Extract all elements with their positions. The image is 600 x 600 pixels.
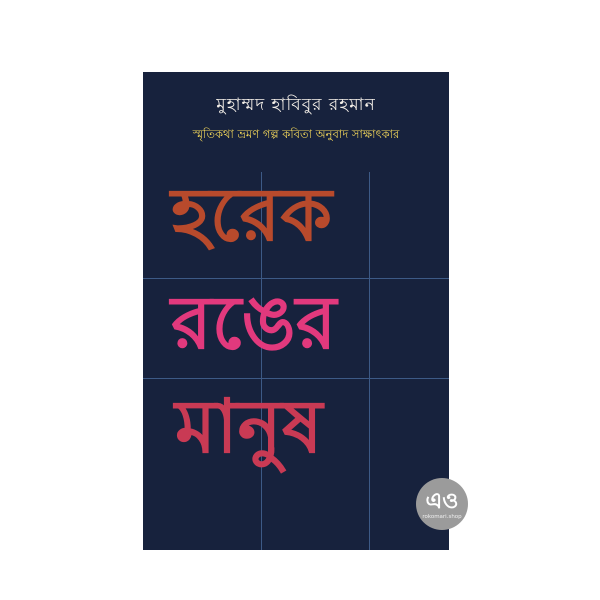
logo-text: rokomari.shop	[422, 514, 462, 520]
grid-line	[143, 278, 449, 279]
title-word-1	[143, 174, 449, 270]
book-subtitle: স্মৃতিকথা ভ্রমণ গল্প কবিতা অনুবাদ সাক্ষাৎকার	[192, 127, 400, 141]
title-word-3-text: মানুষ	[175, 384, 323, 470]
title-word-3	[143, 382, 449, 478]
title-word-2	[143, 280, 449, 376]
book-cover	[143, 72, 449, 550]
logo-mark-icon: এও	[425, 489, 459, 514]
grid-line	[143, 378, 449, 379]
author-name: মুহাম্মদ হাবিবুর রহমান	[216, 95, 376, 115]
shop-logo	[416, 478, 468, 530]
title-word-2-text: রঙের	[171, 280, 337, 366]
title-word-1-text: হরেক	[171, 172, 333, 258]
